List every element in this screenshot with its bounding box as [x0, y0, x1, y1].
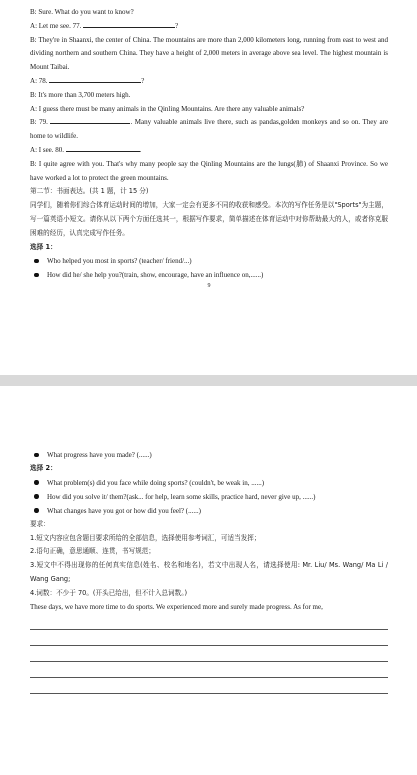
- dialogue-line-4: A: 78. ?: [30, 76, 145, 85]
- writing-area[interactable]: [30, 614, 388, 694]
- requirements-label: 要求：: [30, 519, 50, 528]
- option-1-list: [30, 254, 388, 282]
- option-2-list: [30, 476, 388, 518]
- list-item: What progress have you made? (......): [30, 448, 388, 462]
- option-1-continued-list: [30, 448, 388, 462]
- page-separator: [0, 375, 417, 386]
- bullet-icon: [34, 480, 39, 485]
- dialogue-line-5: B: It's more than 3,700 meters high.: [30, 90, 131, 99]
- section-heading: 第二节：书面表达。(共 1 题，计 15 分): [30, 187, 149, 196]
- dialogue-line-2: A: Let me see. 77. ?: [30, 21, 179, 30]
- essay-opening: These days, we have more time to do sports. We experienced more and surely made progress. As for me,: [30, 602, 323, 611]
- answer-blank-77[interactable]: [83, 20, 175, 28]
- requirement-1: 1.短文内容应包含题目要求所给的全部信息，选择使用参考词汇，可适当发挥；: [30, 533, 261, 542]
- list-item: What problem(s) did you face while doing sports? (couldn't, be weak in, ......): [30, 476, 388, 490]
- bullet-icon: [34, 453, 39, 458]
- writing-line[interactable]: [30, 630, 388, 646]
- dialogue-line-8: A: I see. 80. .: [30, 145, 142, 154]
- list-item: What changes have you got or how did you feel? (......): [30, 504, 388, 518]
- answer-blank-79[interactable]: [50, 116, 130, 124]
- writing-line[interactable]: [30, 646, 388, 662]
- option-2-label: 选择 2：: [30, 464, 57, 472]
- bullet-icon: [34, 508, 39, 513]
- exam-page-2: [0, 386, 417, 775]
- writing-line[interactable]: [30, 614, 388, 630]
- list-item: How did he/ she help you?(train, show, encourage, have an influence on,......): [30, 268, 388, 282]
- bullet-icon: [34, 273, 39, 278]
- option-1-label: 选择 1：: [30, 242, 57, 251]
- writing-instruction: 同学们，随着你们综合体育运动时间的增加，大家一定会有更多不同的收获和感受。本次的写作任务是以"Sports"为主题，写一篇英语小短文。请你从以下两个方面任选其一，根据写作要求，简单描述在体育运动中对你帮助最大的人，或者你克服困难的经历，认真完成写作任务。: [30, 201, 388, 237]
- answer-blank-78[interactable]: [49, 75, 141, 83]
- bullet-icon: [34, 494, 39, 499]
- requirement-3: 3.短文中不得出现你的任何真实信息(姓名、校名和地名)，若文中出现人名，请选择使用: Mr. Liu/ Ms. Wang/ Ma Li / Wang Gang;: [30, 561, 388, 583]
- list-item: Who helped you most in sports? (teacher/ friend/...): [30, 254, 388, 268]
- bullet-icon: [34, 259, 39, 264]
- writing-line[interactable]: [30, 678, 388, 694]
- dialogue-line-1: B: Sure. What do you want to know?: [30, 8, 134, 16]
- requirement-2: 2.语句正确，意思通顺、连贯，书写规范；: [30, 547, 155, 556]
- dialogue-line-7: B: 79. . Many valuable animals live there, such as pandas,golden monkeys and so on. They are home to wildlife.: [30, 118, 388, 141]
- list-item: How did you solve it/ them?(ask... for help, learn some skills, practice hard, never give up, ......): [30, 490, 388, 504]
- exam-page-1: [0, 0, 417, 375]
- page-number: 9: [207, 283, 211, 290]
- dialogue-line-3: B: They're in Shaanxi, the center of China. The mountains are more than 2,000 kilometers long, running from east to west and dividing northern and southern China. They have a height of 2,000 meters in average above sea level. The highest mountain is Mount Taibai.: [30, 35, 388, 72]
- writing-line[interactable]: [30, 662, 388, 678]
- answer-blank-80[interactable]: [66, 144, 140, 152]
- dialogue-line-6: A: I guess there must be many animals in the Qinling Mountains. Are there any valuable animals?: [30, 104, 305, 113]
- dialogue-line-9: B: I quite agree with you. That's why many people say the Qinling Mountains are the lungs(肺) of Shaanxi Province. So we have worked a lot to protect the green mountains.: [30, 159, 389, 182]
- requirement-4: 4.词数：不少于 70。(开头已给出，但不计入总词数。): [30, 588, 188, 597]
